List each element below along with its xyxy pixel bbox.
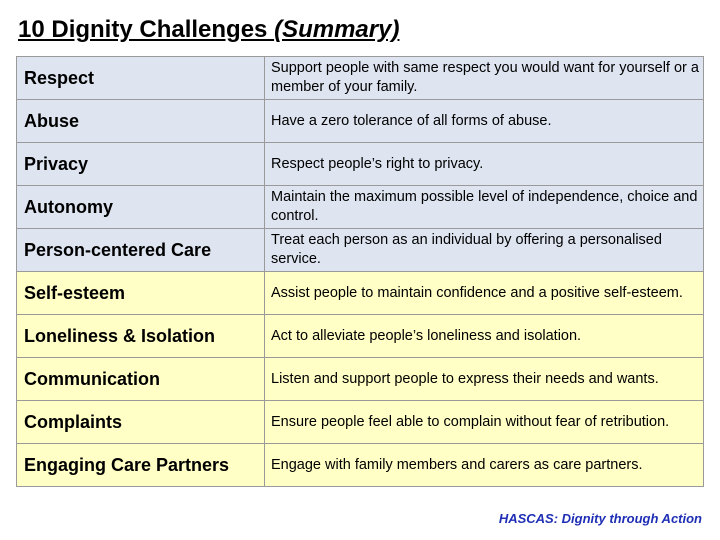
table-row (17, 272, 704, 315)
table-row (17, 444, 704, 487)
challenge-term: Loneliness & Isolation (17, 315, 265, 358)
table-row (17, 315, 704, 358)
challenge-term: Communication (17, 358, 265, 401)
challenge-description: Treat each person as an individual by offering a personalised service. (265, 229, 704, 272)
challenge-description: Act to alleviate people’s loneliness and isolation. (265, 315, 704, 358)
challenge-term: Abuse (17, 100, 265, 143)
challenge-description: Assist people to maintain confidence and a positive self-esteem. (265, 272, 704, 315)
table-row (17, 229, 704, 272)
challenge-term: Autonomy (17, 186, 265, 229)
table-row (17, 401, 704, 444)
table-row (17, 143, 704, 186)
challenge-term: Privacy (17, 143, 265, 186)
footer-credit: HASCAS: Dignity through Action (498, 511, 702, 526)
challenge-term: Complaints (17, 401, 265, 444)
table-row (17, 186, 704, 229)
challenge-term: Engaging Care Partners (17, 444, 265, 487)
page-title (18, 16, 399, 44)
challenge-description: Engage with family members and carers as care partners. (265, 444, 704, 487)
table-row (17, 57, 704, 100)
challenge-description: Have a zero tolerance of all forms of abuse. (265, 100, 704, 143)
title-summary: (Summary) (274, 16, 400, 43)
challenge-description: Respect people’s right to privacy. (265, 143, 704, 186)
challenge-description: Support people with same respect you would want for yourself or a member of your family. (265, 57, 704, 100)
table-row (17, 358, 704, 401)
title-main: 10 Dignity Challenges (18, 16, 275, 43)
challenge-term: Person-centered Care (17, 229, 265, 272)
challenge-description: Listen and support people to express their needs and wants. (265, 358, 704, 401)
challenge-term: Respect (17, 57, 265, 100)
challenge-term: Self-esteem (17, 272, 265, 315)
dignity-challenges-table (16, 56, 704, 487)
challenge-description: Maintain the maximum possible level of independence, choice and control. (265, 186, 704, 229)
challenge-description: Ensure people feel able to complain without fear of retribution. (265, 401, 704, 444)
table-row (17, 100, 704, 143)
